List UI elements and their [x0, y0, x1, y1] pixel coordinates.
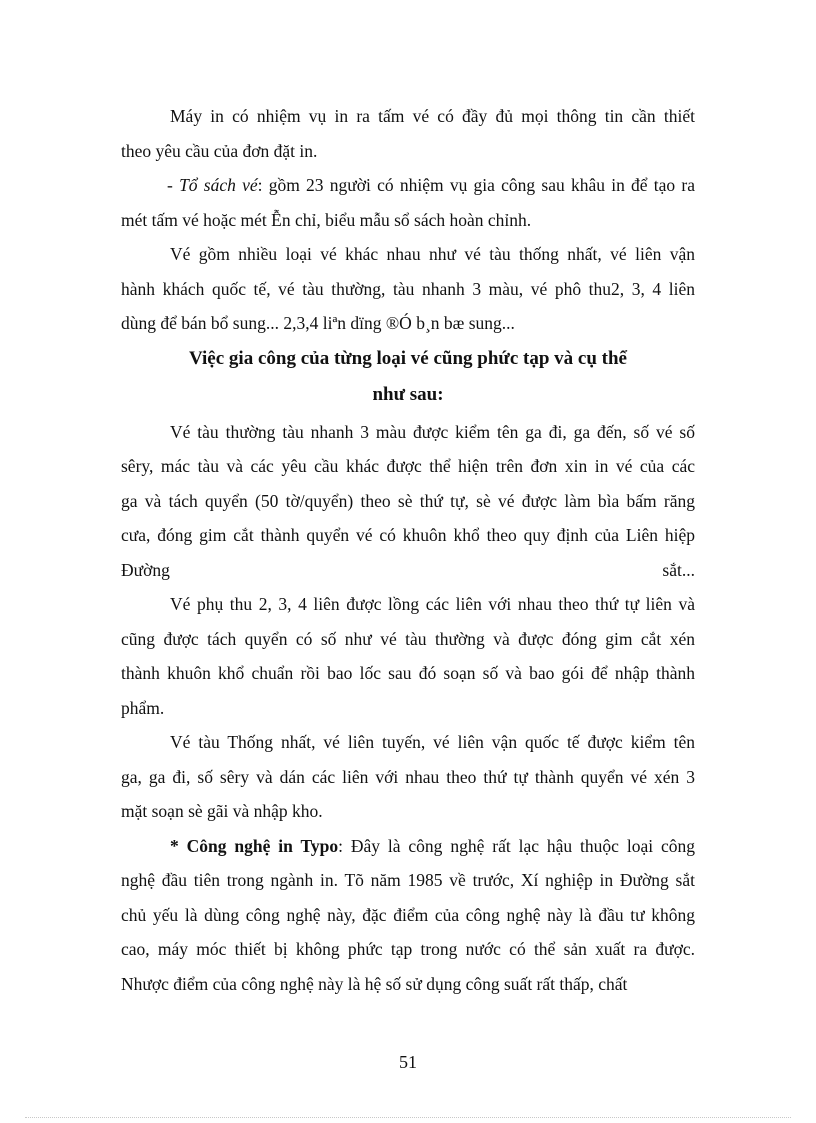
- paragraph-3-line-1: Vé gồm nhiều loại vé khác nhau như vé tàu thống nhất, vé liên vận: [170, 244, 695, 264]
- paragraph-7-line-4: cao, máy móc thiết bị không phức tạp trong nước có thể sản xuất ra được.: [121, 939, 695, 959]
- paragraph-4-line-5-right: sắt...: [662, 559, 695, 580]
- label-cong-nghe-in-typo: * Công nghệ in Typo: [170, 835, 339, 856]
- paragraph-7-line-1: [121, 829, 695, 864]
- paragraph-2-line-2: mét tấm vé hoặc mét Ễn chỉ, biểu mẫu sổ sách hoàn chỉnh.: [121, 209, 532, 230]
- page-number: 51: [399, 1052, 417, 1072]
- paragraph-5-line-3: thành khuôn khổ chuẩn rồi bao lốc sau đó soạn số và bao gói để nhập thành: [121, 663, 695, 683]
- paragraph-5-line-2: cũng được tách quyển có số như vé tàu thường và được đóng gim cắt xén: [121, 628, 695, 649]
- paragraph-7-line-3: chủ yếu là dùng công nghệ này, đặc điểm của công nghệ này là đầu tư không: [121, 904, 695, 925]
- paragraph-3-line-3: dùng để bán bổ sung... 2,3,4 liªn dïng ®Ó b¸n bæ sung...: [121, 313, 515, 333]
- paragraph-1-line-1: Máy in có nhiệm vụ in ra tấm vé có đầy đủ mọi thông tin cần thiết: [170, 106, 695, 126]
- paragraph-7-line-5: Nhược điểm của công nghệ này là hệ số sử dụng công suất rất thấp, chất: [121, 973, 628, 994]
- dash: -: [167, 175, 180, 195]
- paragraph-7-line-1-rest: : Đây là công nghệ rất lạc hậu thuộc loại công: [338, 835, 695, 856]
- paragraph-4-line-3: ga và tách quyển (50 tờ/quyển) theo sè thứ tự, sè vé được làm bìa bấm răng: [121, 490, 695, 511]
- paragraph-3-line-2: hành khách quốc tế, vé tàu thường, tàu nhanh 3 màu, vé phô thu2, 3, 4 liên: [121, 278, 695, 299]
- paragraph-5-line-4: phẩm.: [121, 697, 165, 718]
- paragraph-4-line-2: sêry, mác tàu và các yêu cầu khác được thể hiện trên đơn xin in vé của các: [121, 456, 695, 476]
- body-text: [121, 99, 695, 1001]
- label-to-sach-ve: Tổ sách vé: [179, 175, 258, 195]
- paragraph-5-line-1: Vé phụ thu 2, 3, 4 liên được lồng các liên với nhau theo thứ tự liên và: [170, 594, 695, 614]
- paragraph-4-line-5: [121, 553, 695, 588]
- paragraph-6-line-2: ga, ga đi, số sêry và dán các liên với nhau theo thứ tự thành quyển vé xén 3: [121, 766, 695, 787]
- section-heading-line-1: Việc gia công của từng loại vé cũng phức tạp và cụ thể: [189, 347, 627, 369]
- paragraph-4-line-4: cưa, đóng gim cắt thành quyển vé có khuôn khổ theo quy định của Liên hiệp: [121, 525, 695, 545]
- paragraph-6-line-1: Vé tàu Thống nhất, vé liên tuyến, vé liên vận quốc tế được kiểm tên: [170, 732, 695, 752]
- footer-divider: [25, 1117, 791, 1118]
- paragraph-2-line-1-rest: : gồm 23 người có nhiệm vụ gia công sau khâu in để tạo ra: [257, 175, 695, 195]
- paragraph-1-line-2: theo yêu cầu của đơn đặt in.: [121, 140, 318, 161]
- paragraph-2-line-1: [121, 168, 695, 203]
- paragraph-4-line-5-left: Đường: [121, 559, 170, 580]
- paragraph-7-line-2: nghệ đầu tiên trong ngành in. Tõ năm 1985 về trước, Xí nghiệp in Đường sắt: [121, 870, 695, 890]
- section-heading-line-2: như sau:: [372, 383, 444, 405]
- paragraph-6-line-3: mặt soạn sè gãi và nhập kho.: [121, 801, 323, 821]
- paragraph-4-line-1: Vé tàu thường tàu nhanh 3 màu được kiểm tên ga đi, ga đến, số vé số: [170, 421, 695, 442]
